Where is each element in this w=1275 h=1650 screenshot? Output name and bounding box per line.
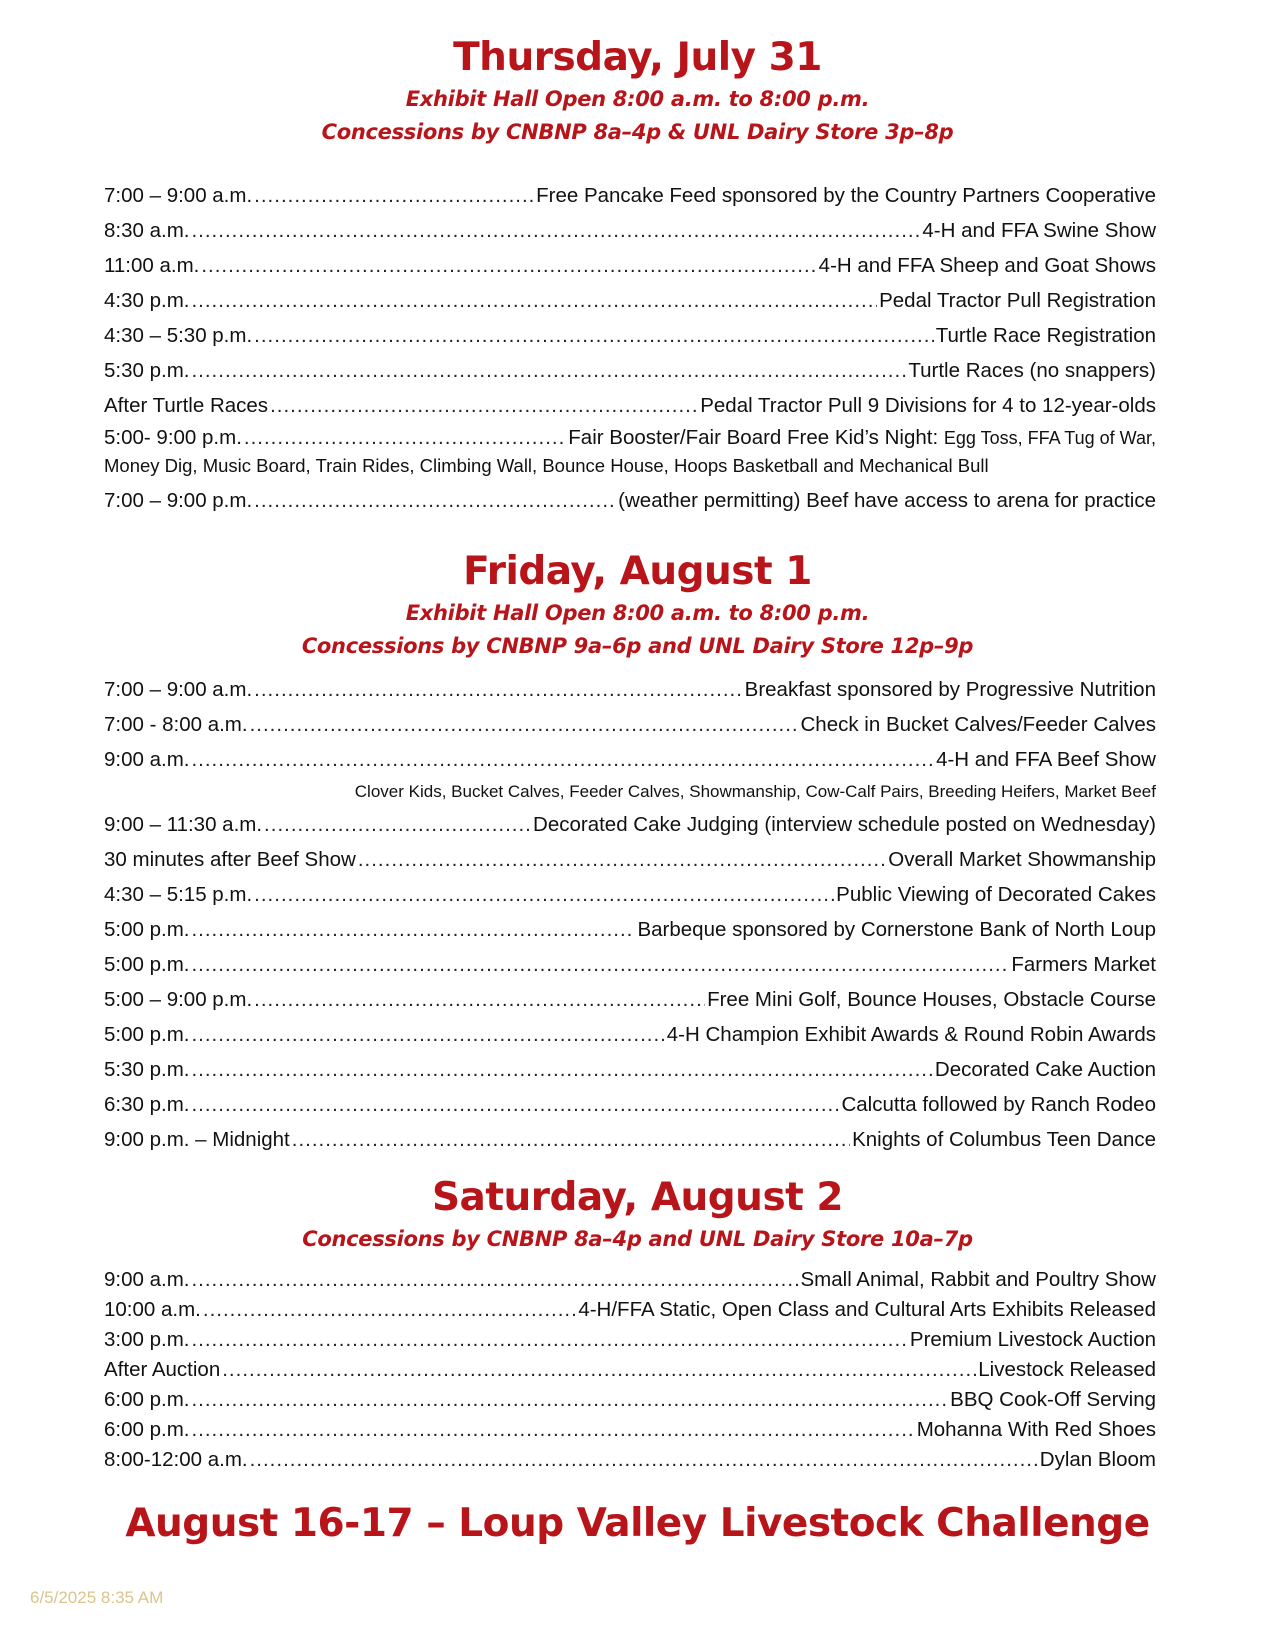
row-event: Pedal Tractor Pull 9 Divisions for 4 to 12-year-olds bbox=[700, 394, 1156, 417]
leader-dots bbox=[191, 1265, 798, 1295]
leader-dots bbox=[191, 283, 877, 318]
schedule-row bbox=[104, 1087, 1156, 1122]
schedule-row bbox=[104, 1122, 1156, 1157]
row-event: BBQ Cook-Off Serving bbox=[950, 1388, 1156, 1411]
schedule-row bbox=[104, 982, 1156, 1017]
row-event: Premium Livestock Auction bbox=[909, 1328, 1156, 1351]
row-event: 4-H and FFA Sheep and Goat Shows bbox=[818, 254, 1156, 277]
row-event: (weather permitting) Beef have access to arena for practice bbox=[618, 489, 1156, 512]
row-event: Decorated Cake Auction bbox=[934, 1058, 1156, 1081]
leader-dots bbox=[191, 1087, 839, 1122]
row-time: 5:00 p.m. bbox=[104, 1023, 190, 1046]
schedule-row bbox=[104, 213, 1156, 248]
kids-night-continuation: Money Dig, Music Board, Train Rides, Climbing Wall, Bounce House, Hoops Basketball and Mechanical Bull bbox=[104, 455, 989, 476]
row-event: Free Mini Golf, Bounce Houses, Obstacle Course bbox=[707, 988, 1156, 1011]
schedule-row bbox=[104, 912, 1156, 947]
schedule-row bbox=[104, 353, 1156, 388]
leader-dots bbox=[254, 672, 743, 707]
thursday-section bbox=[0, 36, 1275, 149]
row-time: 4:30 – 5:15 p.m. bbox=[104, 883, 253, 906]
row-event: Public Viewing of Decorated Cakes bbox=[836, 883, 1156, 906]
schedule-row bbox=[104, 707, 1156, 742]
row-event: Free Pancake Feed sponsored by the Country Partners Cooperative bbox=[536, 184, 1156, 207]
row-time: 5:30 p.m. bbox=[104, 1058, 190, 1081]
row-event: Livestock Released bbox=[978, 1358, 1156, 1381]
row-event: 4-H/FFA Static, Open Class and Cultural Arts Exhibits Released bbox=[578, 1298, 1156, 1321]
row-event: Knights of Columbus Teen Dance bbox=[852, 1128, 1156, 1151]
leader-dots bbox=[203, 1295, 576, 1325]
schedule-row bbox=[104, 807, 1156, 842]
leader-dots bbox=[201, 248, 816, 283]
row-time: 9:00 p.m. – Midnight bbox=[104, 1128, 290, 1151]
saturday-schedule bbox=[104, 1265, 1156, 1475]
leader-dots bbox=[250, 707, 799, 742]
leader-dots bbox=[244, 423, 566, 453]
saturday-title: Saturday, August 2 bbox=[431, 1175, 844, 1220]
row-time: 5:30 p.m. bbox=[104, 359, 190, 382]
row-event: Pedal Tractor Pull Registration bbox=[879, 289, 1156, 312]
leader-dots bbox=[191, 947, 1009, 982]
livestock-challenge-title: August 16-17 – Loup Valley Livestock Challenge bbox=[125, 1501, 1150, 1546]
schedule-row bbox=[104, 1355, 1156, 1385]
thursday-exhibit-hall: Exhibit Hall Open 8:00 a.m. to 8:00 p.m. bbox=[405, 86, 870, 111]
friday-concessions: Concessions by CNBNP 9a–6p and UNL Dairy Store 12p–9p bbox=[301, 633, 974, 658]
leader-dots bbox=[191, 1052, 932, 1087]
schedule-row bbox=[104, 178, 1156, 213]
row-time: 7:00 - 8:00 a.m. bbox=[104, 713, 248, 736]
leader-dots bbox=[254, 982, 705, 1017]
schedule-row bbox=[104, 388, 1156, 423]
leader-dots bbox=[191, 213, 920, 248]
schedule-row bbox=[104, 483, 1156, 518]
row-event: Turtle Race Registration bbox=[935, 324, 1156, 347]
schedule-row bbox=[104, 947, 1156, 982]
schedule-row bbox=[104, 283, 1156, 318]
schedule-row bbox=[104, 1325, 1156, 1355]
leader-dots bbox=[358, 842, 886, 877]
row-event: Farmers Market bbox=[1011, 953, 1156, 976]
row-event: Overall Market Showmanship bbox=[888, 848, 1156, 871]
row-event-detail: Egg Toss, FFA Tug of War, bbox=[943, 428, 1156, 448]
row-time: After Auction bbox=[104, 1358, 221, 1381]
row-time: 8:00-12:00 a.m. bbox=[104, 1448, 248, 1471]
schedule-row bbox=[104, 318, 1156, 353]
row-event: Calcutta followed by Ranch Rodeo bbox=[841, 1093, 1156, 1116]
schedule-row bbox=[104, 423, 1156, 453]
row-time: After Turtle Races bbox=[104, 394, 269, 417]
thursday-schedule bbox=[104, 178, 1156, 518]
row-time: 30 minutes after Beef Show bbox=[104, 848, 356, 871]
leader-dots bbox=[250, 1445, 1038, 1475]
row-time: 7:00 – 9:00 p.m. bbox=[104, 489, 253, 512]
schedule-row bbox=[104, 1017, 1156, 1052]
row-event: Barbeque sponsored by Cornerstone Bank of North Loup bbox=[637, 918, 1156, 941]
row-event: Mohanna With Red Shoes bbox=[916, 1418, 1156, 1441]
leader-dots bbox=[191, 742, 934, 777]
leader-dots bbox=[292, 1122, 850, 1157]
leader-dots bbox=[191, 912, 635, 947]
friday-section bbox=[0, 550, 1275, 663]
leader-dots bbox=[254, 318, 934, 353]
row-time: 11:00 a.m. bbox=[104, 254, 200, 277]
schedule-row bbox=[104, 1415, 1156, 1445]
friday-title: Friday, August 1 bbox=[463, 549, 812, 594]
leader-dots bbox=[191, 1415, 914, 1445]
saturday-concessions: Concessions by CNBNP 8a–4p and UNL Dairy Store 10a–7p bbox=[302, 1226, 973, 1251]
thursday-title: Thursday, July 31 bbox=[453, 35, 822, 80]
leader-dots bbox=[254, 877, 834, 912]
schedule-row bbox=[104, 842, 1156, 877]
schedule-row bbox=[104, 672, 1156, 707]
row-time: 3:00 p.m. bbox=[104, 1328, 190, 1351]
row-time: 6:00 p.m. bbox=[104, 1388, 190, 1411]
row-event: Decorated Cake Judging (interview schedule posted on Wednesday) bbox=[533, 813, 1156, 836]
row-time: 9:00 a.m. bbox=[104, 748, 190, 771]
row-time: 7:00 – 9:00 a.m. bbox=[104, 678, 253, 701]
row-event: 4-H and FFA Beef Show bbox=[936, 748, 1156, 771]
schedule-row bbox=[104, 248, 1156, 283]
leader-dots bbox=[270, 388, 698, 423]
row-event: Check in Bucket Calves/Feeder Calves bbox=[800, 713, 1156, 736]
friday-schedule bbox=[104, 672, 1156, 1157]
print-timestamp: 6/5/2025 8:35 AM bbox=[30, 1588, 164, 1607]
schedule-row bbox=[104, 1052, 1156, 1087]
row-time: 5:00- 9:00 p.m. bbox=[104, 426, 242, 449]
row-event: 4-H and FFA Swine Show bbox=[922, 219, 1156, 242]
row-time: 8:30 a.m. bbox=[104, 219, 190, 242]
row-time: 6:00 p.m. bbox=[104, 1418, 190, 1441]
beef-show-classes: Clover Kids, Bucket Calves, Feeder Calves, Showmanship, Cow-Calf Pairs, Breeding Heifers, Market Beef bbox=[354, 782, 1156, 801]
row-event: Fair Booster/Fair Board Free Kid’s Night: bbox=[568, 426, 939, 449]
row-event: Breakfast sponsored by Progressive Nutrition bbox=[744, 678, 1156, 701]
schedule-row bbox=[104, 877, 1156, 912]
schedule-row bbox=[104, 742, 1156, 777]
row-time: 9:00 a.m. bbox=[104, 1268, 190, 1291]
leader-dots bbox=[254, 178, 534, 213]
row-event: Turtle Races (no snappers) bbox=[908, 359, 1156, 382]
leader-dots bbox=[191, 1325, 907, 1355]
row-time: 5:00 – 9:00 p.m. bbox=[104, 988, 253, 1011]
leader-dots bbox=[254, 483, 616, 518]
row-time: 4:30 p.m. bbox=[104, 289, 190, 312]
row-time: 7:00 – 9:00 a.m. bbox=[104, 184, 253, 207]
saturday-section bbox=[0, 1176, 1275, 1256]
schedule-row bbox=[104, 1265, 1156, 1295]
row-time: 5:00 p.m. bbox=[104, 953, 190, 976]
leader-dots bbox=[191, 1017, 664, 1052]
row-time: 6:30 p.m. bbox=[104, 1093, 190, 1116]
row-time: 5:00 p.m. bbox=[104, 918, 190, 941]
thursday-concessions: Concessions by CNBNP 8a–4p & UNL Dairy Store 3p–8p bbox=[321, 119, 954, 144]
row-event: Dylan Bloom bbox=[1039, 1448, 1156, 1471]
leader-dots bbox=[191, 353, 906, 388]
schedule-row bbox=[104, 1385, 1156, 1415]
row-time: 10:00 a.m. bbox=[104, 1298, 201, 1321]
row-time: 4:30 – 5:30 p.m. bbox=[104, 324, 253, 347]
friday-exhibit-hall: Exhibit Hall Open 8:00 a.m. to 8:00 p.m. bbox=[405, 600, 870, 625]
leader-dots bbox=[264, 807, 531, 842]
schedule-row bbox=[104, 1295, 1156, 1325]
leader-dots bbox=[191, 1385, 948, 1415]
schedule-row bbox=[104, 1445, 1156, 1475]
row-event: 4-H Champion Exhibit Awards & Round Robin Awards bbox=[666, 1023, 1156, 1046]
row-time: 9:00 – 11:30 a.m. bbox=[104, 813, 263, 836]
leader-dots bbox=[222, 1355, 976, 1385]
row-event: Small Animal, Rabbit and Poultry Show bbox=[800, 1268, 1156, 1291]
